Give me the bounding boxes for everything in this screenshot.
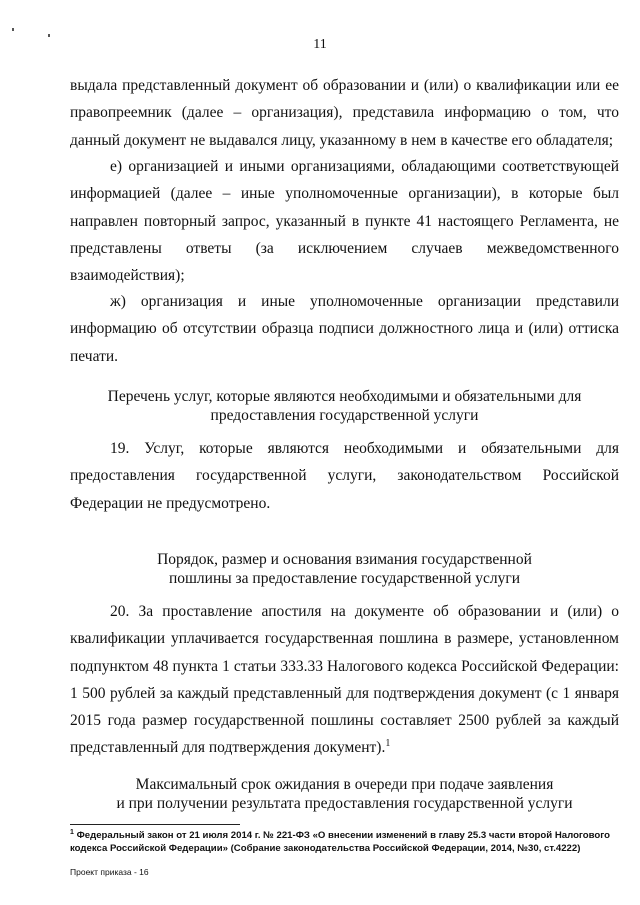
paragraph-continuation: выдала представленный документ об образовании и (или) о квалификации или ее правопреемник (далее – организация), представила информацию о том, что данный документ не выдавался лицу, указанному в нем в качестве его обладателя; (70, 77, 619, 149)
paragraph-item-zh: ж) организация и иные уполномоченные организации представили информацию об отсутствии образца подписи должностного лица и (или) оттиска печати. (70, 293, 619, 365)
page-number: 11 (313, 37, 327, 52)
page-footer: Проект приказа - 16 (70, 867, 149, 877)
footnote (70, 827, 620, 855)
heading-line: и при получении результата предоставления государственной услуги (116, 795, 573, 812)
section-heading-queue (70, 775, 619, 813)
footnote-separator (70, 824, 240, 825)
footnote-text: Федеральный закон от 21 июля 2014 г. № 221-ФЗ «О внесении изменений в главу 25.3 части второй Налогового кодекса Российской Федерации» (Собрание законодательства Российской Федерации, 2014, №30, ст.4222) (70, 830, 611, 854)
paragraph-20 (70, 598, 619, 762)
section-heading-services (70, 387, 619, 425)
heading-line: пошлины за предоставление государственной услуги (168, 570, 521, 587)
scan-speck (12, 28, 14, 31)
footnote-reference: 1 (385, 738, 391, 750)
heading-line: предоставления государственной услуги (210, 407, 479, 424)
heading-line: Перечень услуг, которые являются необходимыми и обязательными для (107, 388, 582, 405)
footnote-marker: 1 (70, 829, 74, 836)
section-heading-fee (70, 550, 619, 588)
heading-line: Максимальный срок ожидания в очереди при подаче заявления (135, 776, 554, 793)
paragraph-item-e: е) организацией и иными организациями, обладающими соответствующей информацией (далее – иные уполномоченные организации), в которые был направлен повторный запрос, указанный в пункте 41 настоящего Регламента, не представлены ответы (за исключением случаев межведомственного взаимодействия); (70, 158, 619, 285)
paragraph-20-text: 20. За проставление апостиля на документе об образовании и (или) о квалификации уплачивается государственная пошлина в размере, установленном подпунктом 48 пункта 1 статьи 333.33 Налогового кодекса Российской Федерации: 1 500 рублей за каждый представленный для подтверждения документ (с 1 января 2015 года размер государственной пошлины составляет 2500 рублей за каждый представленный для подтверждения документ). (70, 603, 619, 757)
paragraph-19: 19. Услуг, которые являются необходимыми и обязательными для предоставления государственной услуги, законодательством Российской Федерации не предусмотрено. (70, 440, 619, 512)
heading-line: Порядок, размер и основания взимания государственной (157, 551, 532, 568)
